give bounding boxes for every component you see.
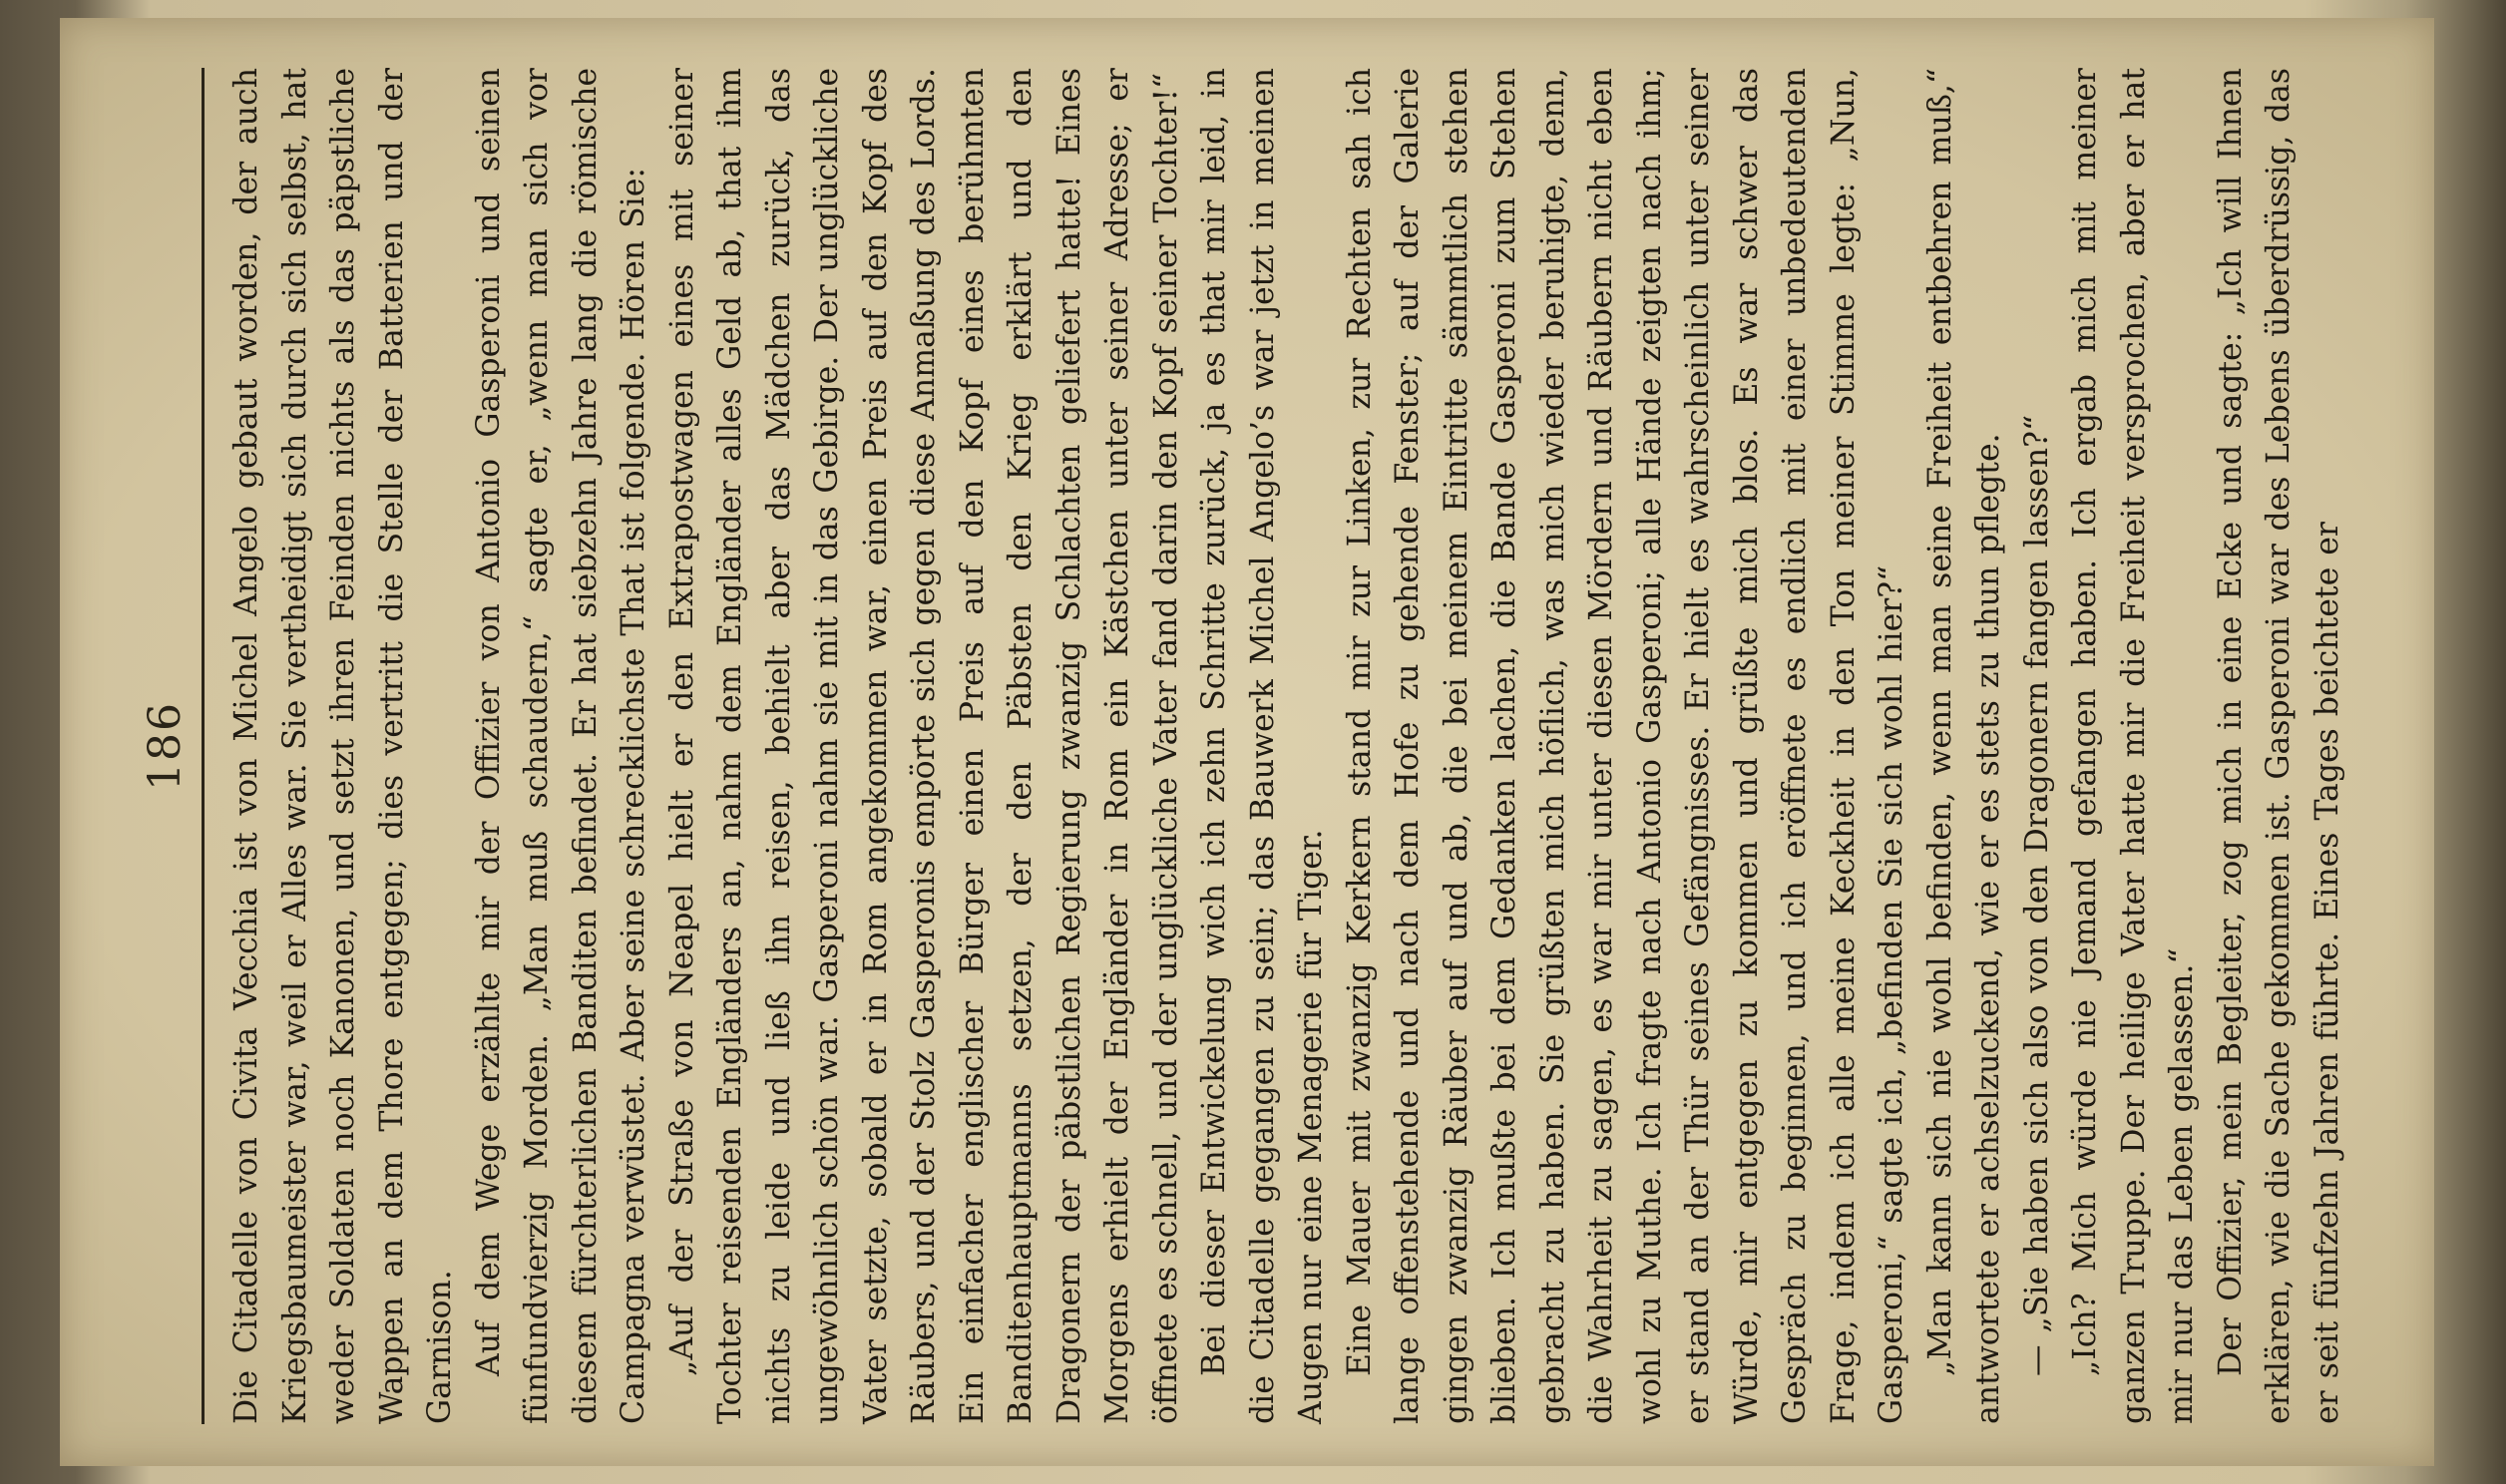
- paragraph: Der Offizier, mein Begleiter, zog mich in eine Ecke und sagte: „Ich will Ihnen erklären, wie die Sache gekommen ist. Gasperoni war des Lebens überdrüssig, das er seit fünfzehn Jahren führte. Eines Tages beichtete er: [2212, 68, 2345, 1424]
- book-page: [60, 18, 2434, 1466]
- paragraph: Auf dem Wege erzählte mir der Offizier von Antonio Gasperoni und seinen fünfundvierzig Morden. „Man muß schaudern,“ sagte er, „wenn man sich vor diesem fürchterlichen Banditen befindet. Er hat siebzehn Jahre lang die römische Campagna verwüstet. Aber seine schrecklichste That ist folgende. Hören Sie:: [470, 68, 651, 1424]
- paragraph: „Auf der Straße von Neapel hielt er den Extrapostwagen eines mit seiner Tochter reisenden Engländers an, nahm dem Engländer alles Geld ab, that ihm nichts zu leide und ließ ihn reisen, behielt aber das Mädchen zurück, das ungewöhnlich schön war. Gasperoni nahm sie mit in das Gebirge. Der unglückliche Vater setzte, sobald er in Rom angekommen war, einen Preis auf den Kopf des Räubers, und der Stolz Gasperonis empörte sich gegen diese Anmaßung des Lords. Ein einfacher englischer Bürger einen Preis auf den Kopf eines berühmten Banditenhauptmanns setzen, der den Päbsten den Krieg erklärt und den Dragonern der päbstlichen Regierung zwanzig Schlachten geliefert hatte! Eines Morgens erhielt der Engländer in Rom ein Kästchen unter seiner Adresse; er öffnete es schnell, und der unglückliche Vater fand darin den Kopf seiner Tochter!“: [663, 68, 1184, 1424]
- header-rule: [202, 68, 205, 1424]
- paragraph: Eine Mauer mit zwanzig Kerkern stand mir zur Linken, zur Rechten sah ich lange offenstehende und nach dem Hofe zu gehende Fenster; auf der Galerie gingen zwanzig Räuber auf und ab, die bei meinem Eintritte sämmtlich stehen blieben. Ich mußte bei dem Gedanken lachen, die Bande Gasperoni zum Stehen gebracht zu haben. Sie grüßten mich höflich, was mich wieder beruhigte, denn, die Wahrheit zu sagen, es war mir unter diesen Mördern und Räubern nicht eben wohl zu Muthe. Ich fragte nach Antonio Gasperoni; alle Hände zeigten nach ihm; er stand an der Thür seines Gefängnisses. Er hielt es wahrscheinlich unter seiner Würde, mir entgegen zu kommen und grüßte mich blos. Es war schwer das Gespräch zu beginnen, und ich eröffnete es endlich mit einer unbedeutenden Frage, indem ich alle meine Keckheit in den Ton meiner Stimme legte: „Nun, Gasperoni,“ sagte ich, „befinden Sie sich wohl hier?“: [1341, 68, 1909, 1424]
- rotated-page-content: [140, 68, 2414, 1424]
- paragraph: „Ich? Mich würde nie Jemand gefangen haben. Ich ergab mich mit meiner ganzen Truppe. Der heilige Vater hatte mir die Freiheit versprochen, aber er hat mir nur das Leben gelassen.“: [2067, 68, 2200, 1424]
- page-number: 186: [140, 701, 191, 791]
- paragraph: — „Sie haben sich also von den Dragonern fangen lassen?“: [2018, 414, 2055, 1376]
- paragraph: Die Citadelle von Civita Vecchia ist von Michel Angelo gebaut worden, der auch Kriegsbaumeister war, weil er Alles war. Sie vertheidigt sich durch sich selbst, hat weder Soldaten noch Kanonen, und setzt ihren Feinden nichts als das päpstliche Wappen an dem Thore entgegen; dies vertritt die Stelle der Batterien und der Garnison.: [228, 68, 458, 1424]
- paragraph: „Man kann sich nie wohl befinden, wenn man seine Freiheit entbehren muß,“ antwortete er achselzuckend, wie er es stets zu thun pflegte.: [1921, 68, 2006, 1424]
- paragraph: Bei dieser Entwickelung wich ich zehn Schritte zurück, ja es that mir leid, in die Citadelle gegangen zu sein; das Bauwerk Michel Angelo’s war jetzt in meinen Augen nur eine Menagerie für Tiger.: [1196, 68, 1329, 1424]
- body-text: [222, 68, 2351, 1424]
